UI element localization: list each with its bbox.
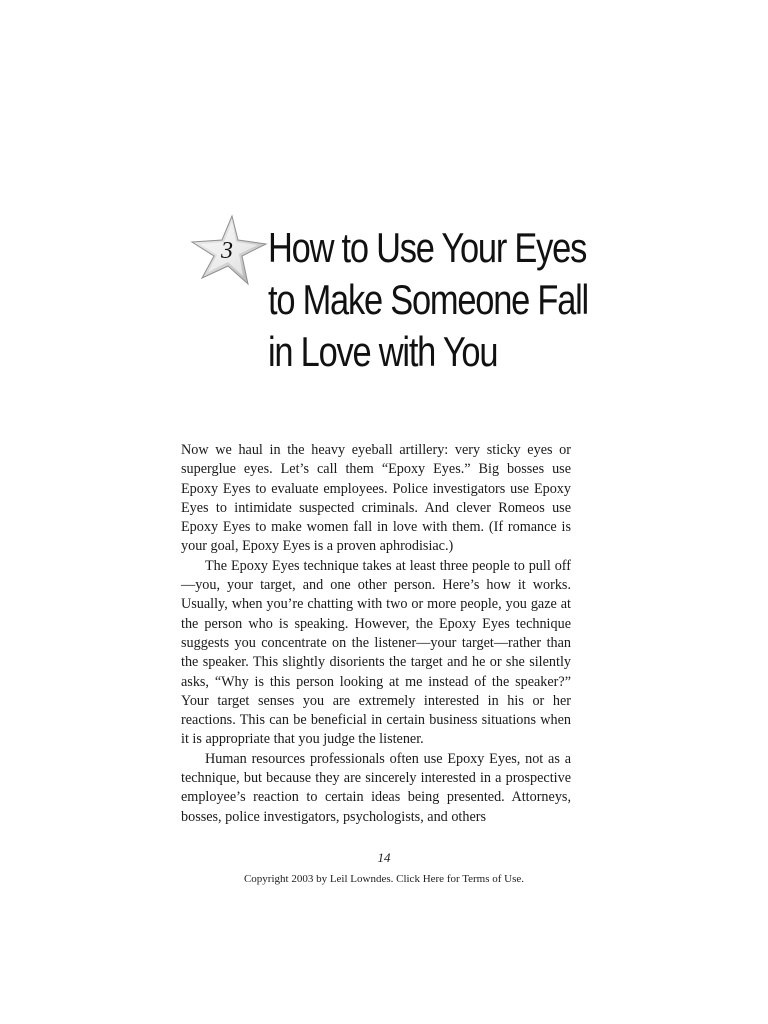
paragraph: Human resources professionals often use Epoxy Eyes, not as a technique, but because they are sincerely interested in a prospective employee’s reaction to certain ideas being presented. Attorneys, bosses, police investigators, psychologists, and others — [181, 750, 571, 825]
copyright-footer — [0, 873, 768, 885]
chapter-number: 3 — [221, 238, 233, 264]
body-text — [181, 441, 571, 827]
terms-of-use-link[interactable]: Click Here for Terms of Use. — [396, 873, 525, 885]
paragraph: Now we haul in the heavy eyeball artillery: very sticky eyes or superglue eyes. Let’s call them “Epoxy Eyes.” Big bosses use Epoxy Eyes to evaluate employees. Police investigators use Epoxy Eyes to intimidate suspected criminals. And clever Romeos use Epoxy Eyes to make women fall in love with them. (If romance is your goal, Epoxy Eyes is a proven aphrodisiac.) — [181, 442, 571, 555]
star-icon — [190, 214, 268, 288]
paragraph: The Epoxy Eyes technique takes at least three people to pull off—you, your target, and one other person. Here’s how it works. Usually, when you’re chatting with two or more people, you gaze at the person who is speaking. However, the Epoxy Eyes technique suggests you concentrate on the listener—your target—rather than the speaker. This slightly disorients the target and he or she silently asks, “Why is this person looking at me instead of the speaker?” Your target senses you are extremely interested in his or her reactions. This can be beneficial in certain business situations when it is appropriate that you judge the listener. — [181, 557, 571, 748]
chapter-title-line: in Love with You — [268, 328, 498, 375]
page-number: 14 — [377, 850, 391, 865]
chapter-header — [190, 212, 610, 392]
copyright-text: Copyright 2003 by Leil Lowndes. — [243, 873, 397, 885]
chapter-title-line: How to Use Your Eyes — [268, 224, 587, 271]
chapter-title-line: to Make Someone Fall — [268, 276, 588, 323]
chapter-title — [268, 222, 612, 378]
